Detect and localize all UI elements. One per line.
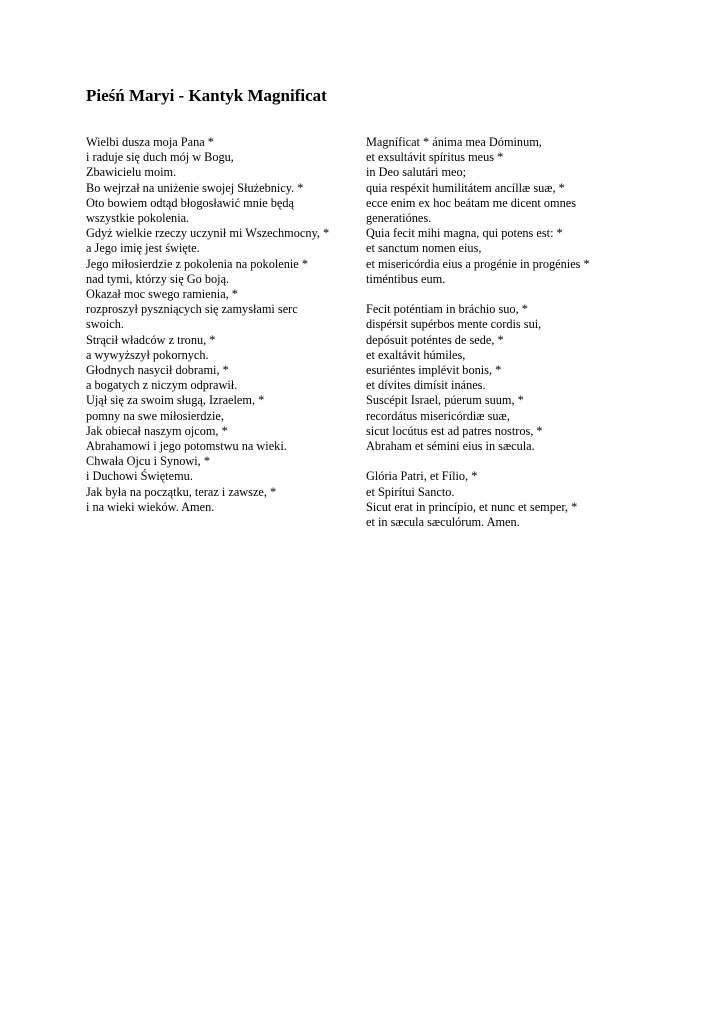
latin-line: dispérsit supérbos mente cordis sui, (366, 317, 542, 332)
document-title: Pieśń Maryi - Kantyk Magnificat (86, 86, 327, 105)
latin-line: et misericórdia eius a progénie in progénies * (366, 256, 590, 271)
polish-line: Głodnych nasycił dobrami, * (86, 363, 229, 378)
polish-line: a bogatych z niczym odprawił. (86, 378, 238, 393)
latin-line: Abraham et sémini eius in sæcula. (366, 439, 535, 454)
polish-line: i Duchowi Świętemu. (86, 469, 193, 484)
latin-line: depósuit poténtes de sede, * (366, 332, 504, 347)
latin-line: ecce enim ex hoc beátam me dicent omnes (366, 195, 576, 210)
polish-line: Jak obiecał naszym ojcom, * (86, 423, 228, 438)
latin-line: et exaltávit húmiles, (366, 347, 466, 362)
latin-line: Glória Patri, et Fílio, * (366, 469, 478, 484)
polish-line: nad tymi, którzy się Go boją. (86, 271, 230, 286)
polish-stanza (86, 135, 358, 515)
polish-line: pomny na swe miłosierdzie, (86, 408, 224, 423)
latin-line: et in sæcula sæculórum. Amen. (366, 515, 520, 530)
latin-line: et sanctum nomen eius, (366, 241, 482, 256)
latin-line: et exsultávit spíritus meus * (366, 150, 504, 165)
polish-line: a Jego imię jest święte. (86, 241, 200, 256)
polish-line: wszystkie pokolenia. (86, 211, 190, 226)
polish-line: Chwała Ojcu i Synowi, * (86, 454, 210, 469)
polish-line: Abrahamowi i jego potomstwu na wieki. (86, 439, 287, 454)
latin-line: recordátus misericórdiæ suæ, (366, 408, 510, 423)
latin-stanza-1 (366, 135, 636, 287)
latin-stanza-2 (366, 302, 636, 454)
polish-line: swoich. (86, 317, 124, 332)
latin-line: Fecit poténtiam in bráchio suo, * (366, 302, 528, 317)
latin-text-column (366, 135, 636, 545)
latin-line: et Spirítui Sancto. (366, 484, 455, 499)
polish-text-column (86, 135, 358, 530)
latin-line: Suscépit Israel, púerum suum, * (366, 393, 524, 408)
latin-line: sicut locútus est ad patres nostros, * (366, 423, 543, 438)
polish-line: a wywyższył pokornych. (86, 347, 209, 362)
latin-line: esuriéntes implévit bonis, * (366, 363, 502, 378)
polish-line: Zbawicielu moim. (86, 165, 177, 180)
polish-line: Okazał moc swego ramienia, * (86, 287, 238, 302)
polish-line: Ujął się za swoim sługą, Izraelem, * (86, 393, 265, 408)
polish-line: Bo wejrzał na uniżenie swojej Służebnicy. * (86, 180, 304, 195)
polish-line: Jego miłosierdzie z pokolenia na pokolenie * (86, 256, 308, 271)
latin-line: quia respéxit humilitátem ancíllæ suæ, * (366, 180, 565, 195)
latin-line: Quia fecit mihi magna, qui potens est: * (366, 226, 563, 241)
polish-line: Strącił władców z tronu, * (86, 332, 216, 347)
latin-line: generatiónes. (366, 211, 432, 226)
polish-line: Jak była na początku, teraz i zawsze, * (86, 484, 277, 499)
latin-line: et dívites dimísit inánes. (366, 378, 486, 393)
polish-line: i na wieki wieków. Amen. (86, 499, 215, 514)
polish-line: Oto bowiem odtąd błogosławić mnie będą (86, 195, 294, 210)
latin-line: timéntibus eum. (366, 271, 446, 286)
polish-line: Gdyż wielkie rzeczy uczynił mi Wszechmocny, * (86, 226, 330, 241)
polish-line: Wielbi dusza moja Pana * (86, 135, 214, 149)
latin-line: Sicut erat in princípio, et nunc et semper, * (366, 499, 578, 514)
polish-line: i raduje się duch mój w Bogu, (86, 150, 234, 165)
latin-line: in Deo salutári meo; (366, 165, 467, 180)
latin-stanza-3 (366, 469, 636, 530)
polish-line: rozproszył pyszniących się zamysłami serc (86, 302, 298, 317)
latin-line: Magníficat * ánima mea Dóminum, (366, 135, 542, 149)
